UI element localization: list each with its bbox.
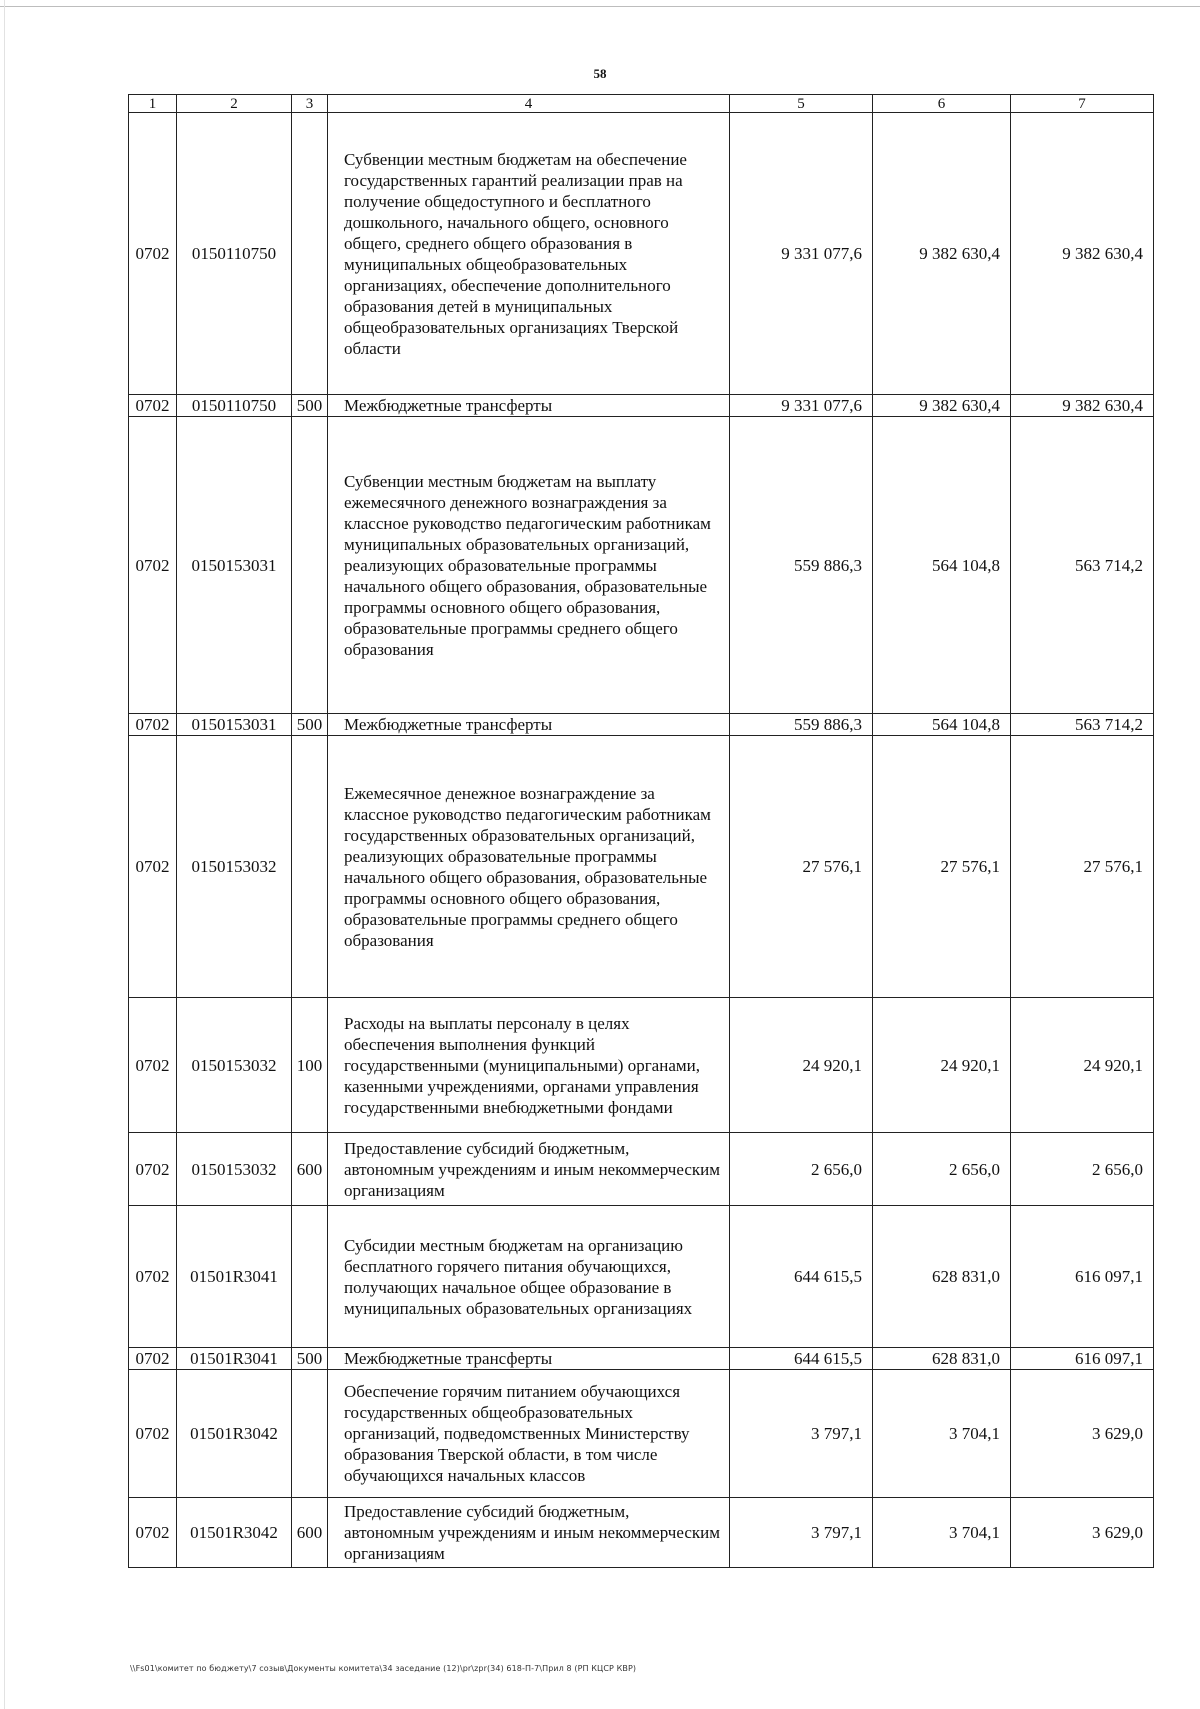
header-cell: 5 [730,95,873,113]
table-row [129,1133,1154,1206]
section-cell: 0702 [129,1206,177,1348]
amount-cell-col7: 27 576,1 [1011,736,1154,998]
header-cell: 4 [328,95,730,113]
section-cell: 0702 [129,1133,177,1206]
amount-cell-col6: 2 656,0 [873,1133,1011,1206]
amount-cell-col5: 3 797,1 [730,1498,873,1568]
target-code-cell: 01501R3041 [177,1206,292,1348]
amount-cell-col6: 27 576,1 [873,736,1011,998]
name-cell: Субсидии местным бюджетам на организацию бесплатного горячего питания обучающихся, получающих начальное общее образование в муниципальных образовательных организациях [328,1206,730,1348]
target-code-cell: 01501R3042 [177,1370,292,1498]
expense-type-cell: 500 [292,1348,328,1370]
target-code-cell: 0150110750 [177,113,292,395]
expense-type-cell: 100 [292,998,328,1133]
scan-top-edge [0,0,1200,7]
name-cell: Субвенции местным бюджетам на обеспечение государственных гарантий реализации прав на получение общедоступного и бесплатного дошкольного, начального общего, основного общего, среднего общего образования в муниципальных общеобразовательных организациях, обеспечение дополнительного образования детей в муниципальных общеобразовательных организациях Тверской области [328,113,730,395]
table-row [129,395,1154,417]
amount-cell-col7: 563 714,2 [1011,714,1154,736]
expense-type-cell: 500 [292,395,328,417]
target-code-cell: 01501R3042 [177,1498,292,1568]
name-cell: Предоставление субсидий бюджетным, автономным учреждениям и иным некоммерческим организациям [328,1133,730,1206]
section-cell: 0702 [129,714,177,736]
section-cell: 0702 [129,736,177,998]
amount-cell-col5: 644 615,5 [730,1206,873,1348]
amount-cell-col6: 24 920,1 [873,998,1011,1133]
amount-cell-col6: 9 382 630,4 [873,395,1011,417]
name-cell: Межбюджетные трансферты [328,395,730,417]
amount-cell-col7: 616 097,1 [1011,1348,1154,1370]
amount-cell-col5: 3 797,1 [730,1370,873,1498]
amount-cell-col7: 3 629,0 [1011,1498,1154,1568]
amount-cell-col7: 563 714,2 [1011,417,1154,714]
amount-cell-col6: 564 104,8 [873,714,1011,736]
name-cell: Ежемесячное денежное вознаграждение за классное руководство педагогическим работникам государственных образовательных организаций, реализующих образовательные программы начального общего образования, образовательные программы основного общего образования, образовательные программы среднего общего образования [328,736,730,998]
expense-type-cell [292,1206,328,1348]
expense-type-cell [292,417,328,714]
name-cell: Субвенции местным бюджетам на выплату ежемесячного денежного вознаграждения за классное руководство педагогическим работникам муниципальных образовательных организаций, реализующих образовательные программы начального общего образования, образовательные программы основного общего образования, образовательные программы среднего общего образования [328,417,730,714]
table-row [129,736,1154,998]
amount-cell-col6: 564 104,8 [873,417,1011,714]
target-code-cell: 01501R3041 [177,1348,292,1370]
target-code-cell: 0150153031 [177,417,292,714]
header-row [129,95,1154,113]
section-cell: 0702 [129,113,177,395]
target-code-cell: 0150153031 [177,714,292,736]
table-row [129,1370,1154,1498]
header-cell: 3 [292,95,328,113]
section-cell: 0702 [129,998,177,1133]
target-code-cell: 0150153032 [177,1133,292,1206]
table-row [129,1498,1154,1568]
table-row [129,417,1154,714]
table-row [129,714,1154,736]
header-cell: 6 [873,95,1011,113]
amount-cell-col5: 559 886,3 [730,417,873,714]
footer-file-path: \\Fs01\комитет по бюджету\7 созыв\Документы комитета\34 заседание (12)\pr\zpr(34) 618-П-7\Прил 8 (РП КЦСР КВР) [130,1664,637,1673]
section-cell: 0702 [129,1370,177,1498]
amount-cell-col6: 3 704,1 [873,1370,1011,1498]
amount-cell-col7: 2 656,0 [1011,1133,1154,1206]
scan-left-edge [4,0,5,1709]
amount-cell-col5: 644 615,5 [730,1348,873,1370]
expense-type-cell [292,113,328,395]
amount-cell-col5: 24 920,1 [730,998,873,1133]
amount-cell-col6: 3 704,1 [873,1498,1011,1568]
section-cell: 0702 [129,1498,177,1568]
table-row [129,1348,1154,1370]
name-cell: Межбюджетные трансферты [328,714,730,736]
amount-cell-col7: 3 629,0 [1011,1370,1154,1498]
header-cell: 2 [177,95,292,113]
expense-type-cell: 600 [292,1133,328,1206]
amount-cell-col6: 628 831,0 [873,1348,1011,1370]
amount-cell-col7: 24 920,1 [1011,998,1154,1133]
amount-cell-col5: 2 656,0 [730,1133,873,1206]
name-cell: Обеспечение горячим питанием обучающихся государственных общеобразовательных организаций, подведомственных Министерству образования Тверской области, в том числе обучающихся начальных классов [328,1370,730,1498]
table-row [129,998,1154,1133]
expense-type-cell: 600 [292,1498,328,1568]
expense-type-cell [292,736,328,998]
amount-cell-col5: 27 576,1 [730,736,873,998]
amount-cell-col6: 9 382 630,4 [873,113,1011,395]
name-cell: Предоставление субсидий бюджетным, автономным учреждениям и иным некоммерческим организациям [328,1498,730,1568]
section-cell: 0702 [129,417,177,714]
name-cell: Расходы на выплаты персоналу в целях обеспечения выполнения функций государственными (муниципальными) органами, казенными учреждениями, органами управления государственными внебюджетными фондами [328,998,730,1133]
target-code-cell: 0150110750 [177,395,292,417]
amount-cell-col7: 616 097,1 [1011,1206,1154,1348]
amount-cell-col7: 9 382 630,4 [1011,395,1154,417]
amount-cell-col7: 9 382 630,4 [1011,113,1154,395]
amount-cell-col5: 559 886,3 [730,714,873,736]
name-cell: Межбюджетные трансферты [328,1348,730,1370]
header-cell: 7 [1011,95,1154,113]
amount-cell-col5: 9 331 077,6 [730,113,873,395]
table-row [129,1206,1154,1348]
table-row [129,113,1154,395]
expense-type-cell [292,1370,328,1498]
target-code-cell: 0150153032 [177,998,292,1133]
amount-cell-col6: 628 831,0 [873,1206,1011,1348]
expense-type-cell: 500 [292,714,328,736]
section-cell: 0702 [129,395,177,417]
page-number: 58 [593,66,607,81]
budget-table [128,94,1154,1568]
header-cell: 1 [129,95,177,113]
section-cell: 0702 [129,1348,177,1370]
target-code-cell: 0150153032 [177,736,292,998]
amount-cell-col5: 9 331 077,6 [730,395,873,417]
